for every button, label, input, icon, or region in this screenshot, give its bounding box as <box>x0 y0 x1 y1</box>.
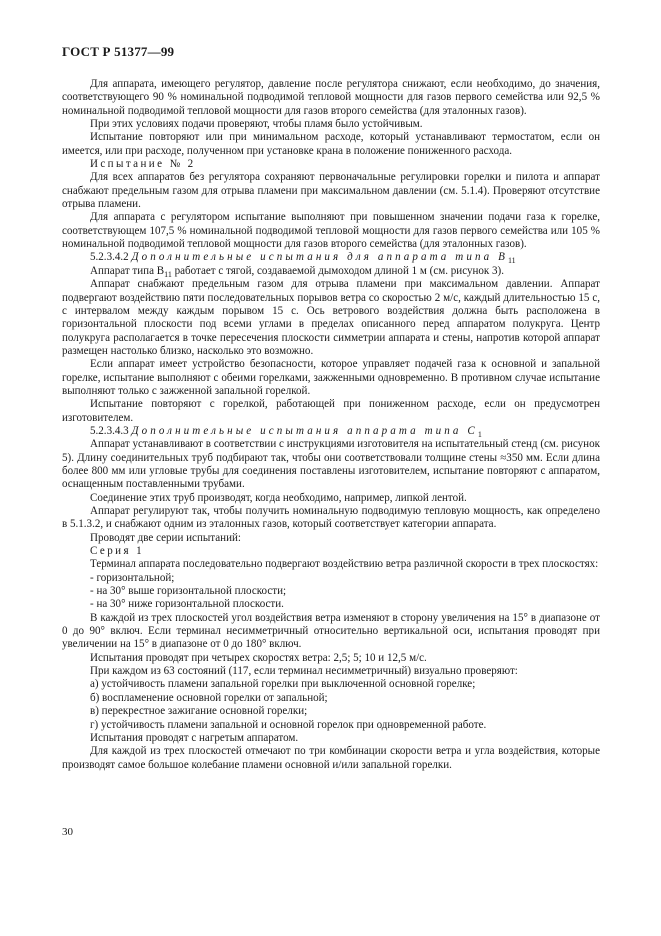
section-title: Дополнительные испытания для аппарата типа B <box>131 251 508 264</box>
paragraph: Испытание повторяют с горелкой, работающей при пониженном расходе, если он предусмотрен изготовителем. <box>62 398 600 424</box>
section-number: 5.2.3.4.2 <box>90 251 129 264</box>
document-body <box>62 78 600 772</box>
paragraph: Аппарат устанавливают в соответствии с инструкциями изготовителя на испытательный стенд (см. рисунок 5). Длину соединительных труб подбирают так, чтобы они соответствовали толщине стены ≈350 мм. Если длина более 800 мм или угловые трубы для соединения поставлены изготовителем, испытание повторяют с аппаратом, оснащенным поставленными трубами. <box>62 438 600 491</box>
test-heading: Испытание № 2 <box>90 158 196 171</box>
paragraph: При этих условиях подачи проверяют, чтобы пламя было устойчивым. <box>90 118 423 131</box>
paragraph: Аппарат регулируют так, чтобы получить номинальную подводимую тепловую мощность, как определено в 5.1.3.2, и снабжают одним из эталонных газов, который соответствует категории аппарата. <box>62 505 600 531</box>
section-heading <box>62 425 600 438</box>
section-number: 5.2.3.4.3 <box>90 424 129 437</box>
series-heading: Серия 1 <box>90 545 145 558</box>
section-title: Дополнительные испытания аппарата типа C <box>131 424 478 437</box>
paragraph: Испытания проводят с нагретым аппаратом. <box>90 731 299 744</box>
list-item: г) устойчивость пламени запальной и основной горелок при одновременной работе. <box>90 718 487 731</box>
paragraph: В каждой из трех плоскостей угол воздействия ветра изменяют в сторону увеличения на 15° в диапазоне от 0 до 90° включ. Если терминал несимметричный относительно вертикальной оси, испытания проводят при увеличении на 15° в диапазоне от 0 до 180° включ. <box>62 611 600 651</box>
paragraph: Испытания проводят при четырех скоростях ветра: 2,5; 5; 10 и 12,5 м/с. <box>90 651 427 664</box>
paragraph: Для всех аппаратов без регулятора сохраняют первоначальные регулировки горелки и пилота и аппарат снабжают предельным газом для отрыва пламени при максимальном давлении (см. 5.1.4). Проверяют отсутствие отрыва пламени. <box>62 171 600 211</box>
subscript: 11 <box>164 270 172 280</box>
paragraph <box>62 265 600 278</box>
list-item: - на 30° выше горизонтальной плоскости; <box>90 585 287 598</box>
section-heading <box>62 251 600 264</box>
paragraph: Испытание повторяют или при минимальном расходе, который устанавливают термостатом, если он имеется, или при расходе, полученном при установке крана в положение пониженного расхода. <box>62 131 600 157</box>
list-item: - горизонтальной; <box>90 571 175 584</box>
document-header: ГОСТ Р 51377—99 <box>62 44 175 59</box>
text-run: работает с тягой, создаваемой дымоходом длиной 1 м (см. рисунок 3). <box>171 264 504 277</box>
paragraph: Соединение этих труб производят, когда необходимо, например, липкой лентой. <box>90 491 467 504</box>
paragraph: Для аппарата, имеющего регулятор, давление после регулятора снижают, если необходимо, до значения, соответствующего 90 % номинальной подводимой тепловой мощности для газов первого семейства или 92,5 % номинальной подводимой тепловой мощности для газов второго семейства (для эталонных газов). <box>62 78 600 117</box>
text-run: Аппарат типа B <box>90 264 165 277</box>
list-item: в) перекрестное зажигание основной горелки; <box>90 705 308 718</box>
page-number: 30 <box>62 826 73 838</box>
paragraph: Для аппарата с регулятором испытание выполняют при повышенном значении подачи газа к горелке, соответствующем 107,5 % номинальной подводимой тепловой мощности для газов первого семейства или 105 % номинальной подводимой тепловой мощности для газов второго семейства (для эталонных газов). <box>62 211 600 251</box>
list-item: - на 30° ниже горизонтальной плоскости. <box>90 598 284 611</box>
paragraph: Проводят две серии испытаний: <box>90 531 241 544</box>
paragraph: Терминал аппарата последовательно подвергают воздействию ветра различной скорости в трех плоскостях: <box>90 558 599 571</box>
subscript: 1 <box>477 430 482 440</box>
paragraph: Если аппарат имеет устройство безопасности, которое управляет подачей газа к основной и запальной горелке, испытание выполняют с обеими горелками, зажженными одновременно. В противном случае испытание выполняют только с зажженной запальной горелкой. <box>62 358 600 397</box>
list-item: а) устойчивость пламени запальной горелки при выключенной основной горелке; <box>90 678 476 691</box>
list-item: б) воспламенение основной горелки от запальной; <box>90 691 328 704</box>
paragraph: Для каждой из трех плоскостей отмечают по три комбинации скорости ветра и угла воздействия, которые производят самое большое колебание пламени основной и/или запальной горелки. <box>62 745 600 771</box>
paragraph: Аппарат снабжают предельным газом для отрыва пламени при максимальном давлении. Аппарат подвергают воздействию пяти последовательных порывов ветра со скоростью 2 м/с, каждый длительностью 15 с, с интервалом между каждым порывом 15 с. Ось ветрового воздействия должна быть расположена в горизонтальной плоскости под всеми углами в пределах описанного перед аппаратом полукруга. Центр полукруга располагается в точке пересечения плоскости симметрии аппарата и стены, напротив которой аппарат размещен настолько близко, насколько это возможно. <box>62 278 600 357</box>
paragraph: При каждом из 63 состояний (117, если терминал несимметричный) визуально проверяют: <box>90 665 518 678</box>
subscript: 11 <box>507 256 516 266</box>
